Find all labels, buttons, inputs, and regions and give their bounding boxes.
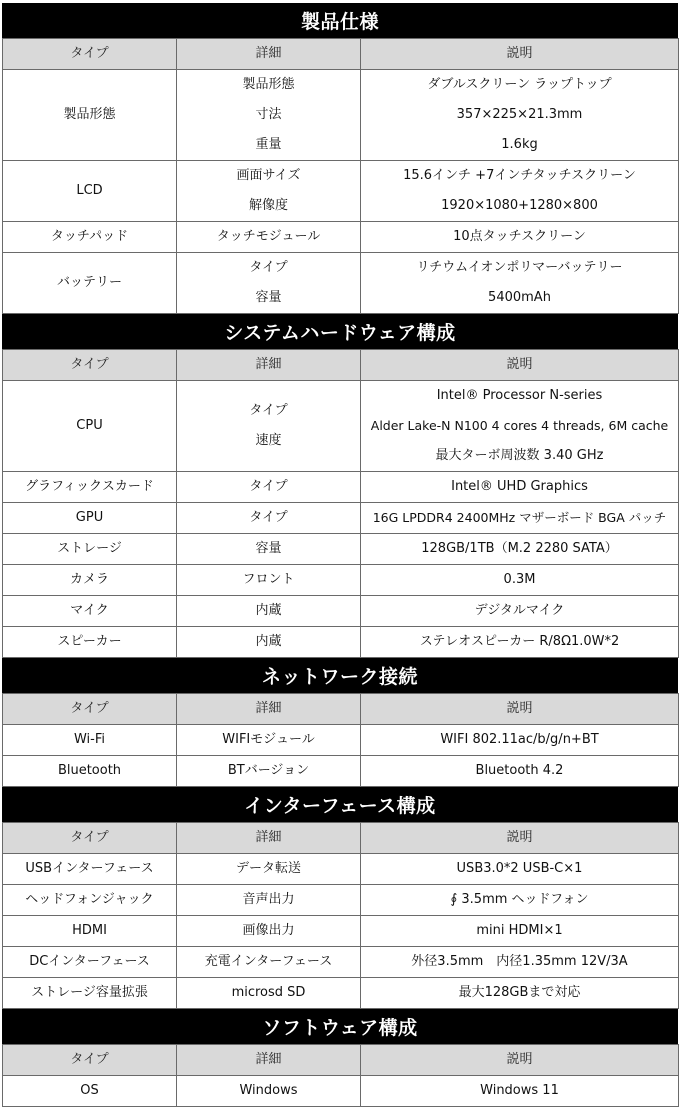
- description-text: 5400mAh: [488, 290, 551, 305]
- row-description-cell: [361, 725, 679, 756]
- row-type-cell: バッテリー: [3, 253, 177, 314]
- row-description-cell: [361, 916, 679, 947]
- detail-text: Windows: [239, 1083, 298, 1098]
- table-header-row: [3, 823, 679, 854]
- table-row: [3, 916, 679, 947]
- row-detail-cell: [177, 534, 361, 565]
- detail-text: microsd SD: [231, 985, 306, 1000]
- header-description: 説明: [361, 694, 679, 725]
- row-description-cell: [361, 854, 679, 885]
- table-row: [3, 161, 679, 222]
- table-row: [3, 534, 679, 565]
- row-type-cell: 製品形態: [3, 70, 177, 161]
- description-text: 10点タッチスクリーン: [453, 229, 586, 244]
- row-type-cell: スピーカー: [3, 627, 177, 658]
- row-description-cell: [361, 381, 679, 472]
- table-row: [3, 756, 679, 787]
- section-title: 製品仕様: [2, 3, 678, 38]
- row-detail-cell: [177, 565, 361, 596]
- row-detail-cell: [177, 472, 361, 503]
- header-detail: 詳細: [177, 39, 361, 70]
- row-type-cell: タッチパッド: [3, 222, 177, 253]
- description-text: 最大ターボ周波数 3.40 GHz: [435, 448, 604, 463]
- row-description-cell: [361, 756, 679, 787]
- table-row: [3, 253, 679, 314]
- description-text: 最大128GBまで対応: [458, 985, 581, 1000]
- header-detail: 詳細: [177, 823, 361, 854]
- row-detail-cell: [177, 854, 361, 885]
- row-type-cell: グラフィックスカード: [3, 472, 177, 503]
- row-description-cell: [361, 565, 679, 596]
- table-row: [3, 222, 679, 253]
- row-type-cell: USBインターフェース: [3, 854, 177, 885]
- header-type: タイプ: [3, 350, 177, 381]
- section-title: ネットワーク接続: [2, 658, 678, 693]
- table-row: [3, 70, 679, 161]
- description-text: Alder Lake-N N100 4 cores 4 threads, 6M cache: [370, 418, 669, 433]
- detail-text: 製品形態: [242, 77, 295, 92]
- description-text: 357×225×21.3mm: [456, 107, 583, 122]
- description-text: ダブルスクリーン ラップトップ: [427, 77, 612, 92]
- description-text: WIFI 802.11ac/b/g/n+BT: [440, 732, 599, 747]
- row-description-cell: [361, 253, 679, 314]
- row-description-cell: [361, 222, 679, 253]
- description-text: デジタルマイク: [474, 603, 565, 618]
- table-row: [3, 596, 679, 627]
- row-detail-cell: [177, 70, 361, 161]
- detail-text: タイプ: [249, 403, 288, 418]
- row-type-cell: ストレージ容量拡張: [3, 978, 177, 1009]
- spec-table: [2, 693, 679, 787]
- section-title: インターフェース構成: [2, 787, 678, 822]
- table-row: [3, 472, 679, 503]
- row-type-cell: CPU: [3, 381, 177, 472]
- row-type-cell: HDMI: [3, 916, 177, 947]
- detail-text: 画像出力: [242, 923, 295, 938]
- table-row: [3, 565, 679, 596]
- row-description-cell: [361, 885, 679, 916]
- description-text: 1.6kg: [501, 137, 538, 152]
- row-description-cell: [361, 596, 679, 627]
- detail-text: 内蔵: [255, 634, 282, 649]
- table-header-row: [3, 39, 679, 70]
- row-description-cell: [361, 627, 679, 658]
- description-text: 0.3M: [503, 572, 536, 587]
- detail-text: 音声出力: [242, 892, 295, 907]
- header-type: タイプ: [3, 694, 177, 725]
- description-text: mini HDMI×1: [476, 923, 563, 938]
- description-text: ∮ 3.5mm ヘッドフォン: [450, 892, 589, 907]
- table-row: [3, 885, 679, 916]
- detail-text: タイプ: [249, 479, 288, 494]
- section-title: ソフトウェア構成: [2, 1009, 678, 1044]
- row-description-cell: [361, 472, 679, 503]
- detail-text: フロント: [242, 572, 295, 587]
- row-detail-cell: [177, 756, 361, 787]
- spec-table: [2, 38, 679, 314]
- table-header-row: [3, 694, 679, 725]
- description-text: Bluetooth 4.2: [475, 763, 564, 778]
- header-detail: 詳細: [177, 350, 361, 381]
- detail-text: データ転送: [235, 861, 301, 876]
- table-row: [3, 627, 679, 658]
- row-type-cell: マイク: [3, 596, 177, 627]
- row-description-cell: [361, 503, 679, 534]
- header-description: 説明: [361, 1045, 679, 1076]
- row-detail-cell: [177, 161, 361, 222]
- table-row: [3, 1076, 679, 1107]
- description-text: ステレオスピーカー R/8Ω1.0W*2: [419, 634, 620, 649]
- table-row: [3, 381, 679, 472]
- detail-text: 容量: [255, 290, 282, 305]
- spec-table: [2, 1044, 679, 1107]
- section-title: システムハードウェア構成: [2, 314, 678, 349]
- row-type-cell: ヘッドフォンジャック: [3, 885, 177, 916]
- row-detail-cell: [177, 1076, 361, 1107]
- description-text: 16G LPDDR4 2400MHz マザーボード BGA パッチ: [372, 510, 667, 525]
- row-detail-cell: [177, 978, 361, 1009]
- spec-table: [2, 349, 679, 658]
- description-text: Intel® Processor N-series: [436, 388, 603, 403]
- description-text: Windows 11: [480, 1083, 559, 1098]
- detail-text: 内蔵: [255, 603, 282, 618]
- header-type: タイプ: [3, 823, 177, 854]
- row-detail-cell: [177, 725, 361, 756]
- header-detail: 詳細: [177, 694, 361, 725]
- row-type-cell: DCインターフェース: [3, 947, 177, 978]
- row-description-cell: [361, 70, 679, 161]
- row-detail-cell: [177, 916, 361, 947]
- detail-text: WIFIモジュール: [222, 732, 315, 747]
- row-type-cell: LCD: [3, 161, 177, 222]
- header-type: タイプ: [3, 39, 177, 70]
- row-type-cell: ストレージ: [3, 534, 177, 565]
- row-detail-cell: [177, 222, 361, 253]
- row-type-cell: Wi-Fi: [3, 725, 177, 756]
- description-text: リチウムイオンポリマーバッテリー: [416, 260, 623, 275]
- row-detail-cell: [177, 381, 361, 472]
- detail-text: タイプ: [249, 260, 288, 275]
- row-type-cell: カメラ: [3, 565, 177, 596]
- detail-text: 解像度: [248, 198, 288, 213]
- header-detail: 詳細: [177, 1045, 361, 1076]
- description-text: 外径3.5mm 内径1.35mm 12V/3A: [411, 954, 628, 969]
- detail-text: 寸法: [255, 107, 282, 122]
- row-type-cell: GPU: [3, 503, 177, 534]
- detail-text: タッチモジュール: [216, 229, 321, 244]
- header-type: タイプ: [3, 1045, 177, 1076]
- table-row: [3, 854, 679, 885]
- description-text: USB3.0*2 USB-C×1: [456, 861, 583, 876]
- row-description-cell: [361, 161, 679, 222]
- row-detail-cell: [177, 503, 361, 534]
- detail-text: 重量: [255, 137, 282, 152]
- row-description-cell: [361, 534, 679, 565]
- detail-text: 充電インターフェース: [204, 954, 333, 969]
- row-detail-cell: [177, 596, 361, 627]
- header-description: 説明: [361, 823, 679, 854]
- row-detail-cell: [177, 627, 361, 658]
- header-description: 説明: [361, 350, 679, 381]
- table-row: [3, 947, 679, 978]
- detail-text: 速度: [255, 433, 282, 448]
- detail-text: BTバージョン: [227, 763, 310, 778]
- detail-text: タイプ: [249, 510, 288, 525]
- header-description: 説明: [361, 39, 679, 70]
- table-header-row: [3, 350, 679, 381]
- description-text: Intel® UHD Graphics: [451, 479, 588, 494]
- table-header-row: [3, 1045, 679, 1076]
- table-row: [3, 978, 679, 1009]
- row-type-cell: Bluetooth: [3, 756, 177, 787]
- row-description-cell: [361, 1076, 679, 1107]
- description-text: 128GB/1TB（M.2 2280 SATA）: [421, 541, 618, 556]
- detail-text: 容量: [255, 541, 282, 556]
- table-row: [3, 503, 679, 534]
- table-row: [3, 725, 679, 756]
- row-type-cell: OS: [3, 1076, 177, 1107]
- row-detail-cell: [177, 253, 361, 314]
- row-description-cell: [361, 947, 679, 978]
- row-detail-cell: [177, 947, 361, 978]
- description-text: 1920×1080+1280×800: [441, 198, 598, 213]
- spec-table: [2, 822, 679, 1009]
- description-text: 15.6インチ +7インチタッチスクリーン: [403, 168, 636, 183]
- detail-text: 画面サイズ: [236, 168, 301, 183]
- spec-sheet: [2, 3, 678, 1107]
- row-description-cell: [361, 978, 679, 1009]
- row-detail-cell: [177, 885, 361, 916]
